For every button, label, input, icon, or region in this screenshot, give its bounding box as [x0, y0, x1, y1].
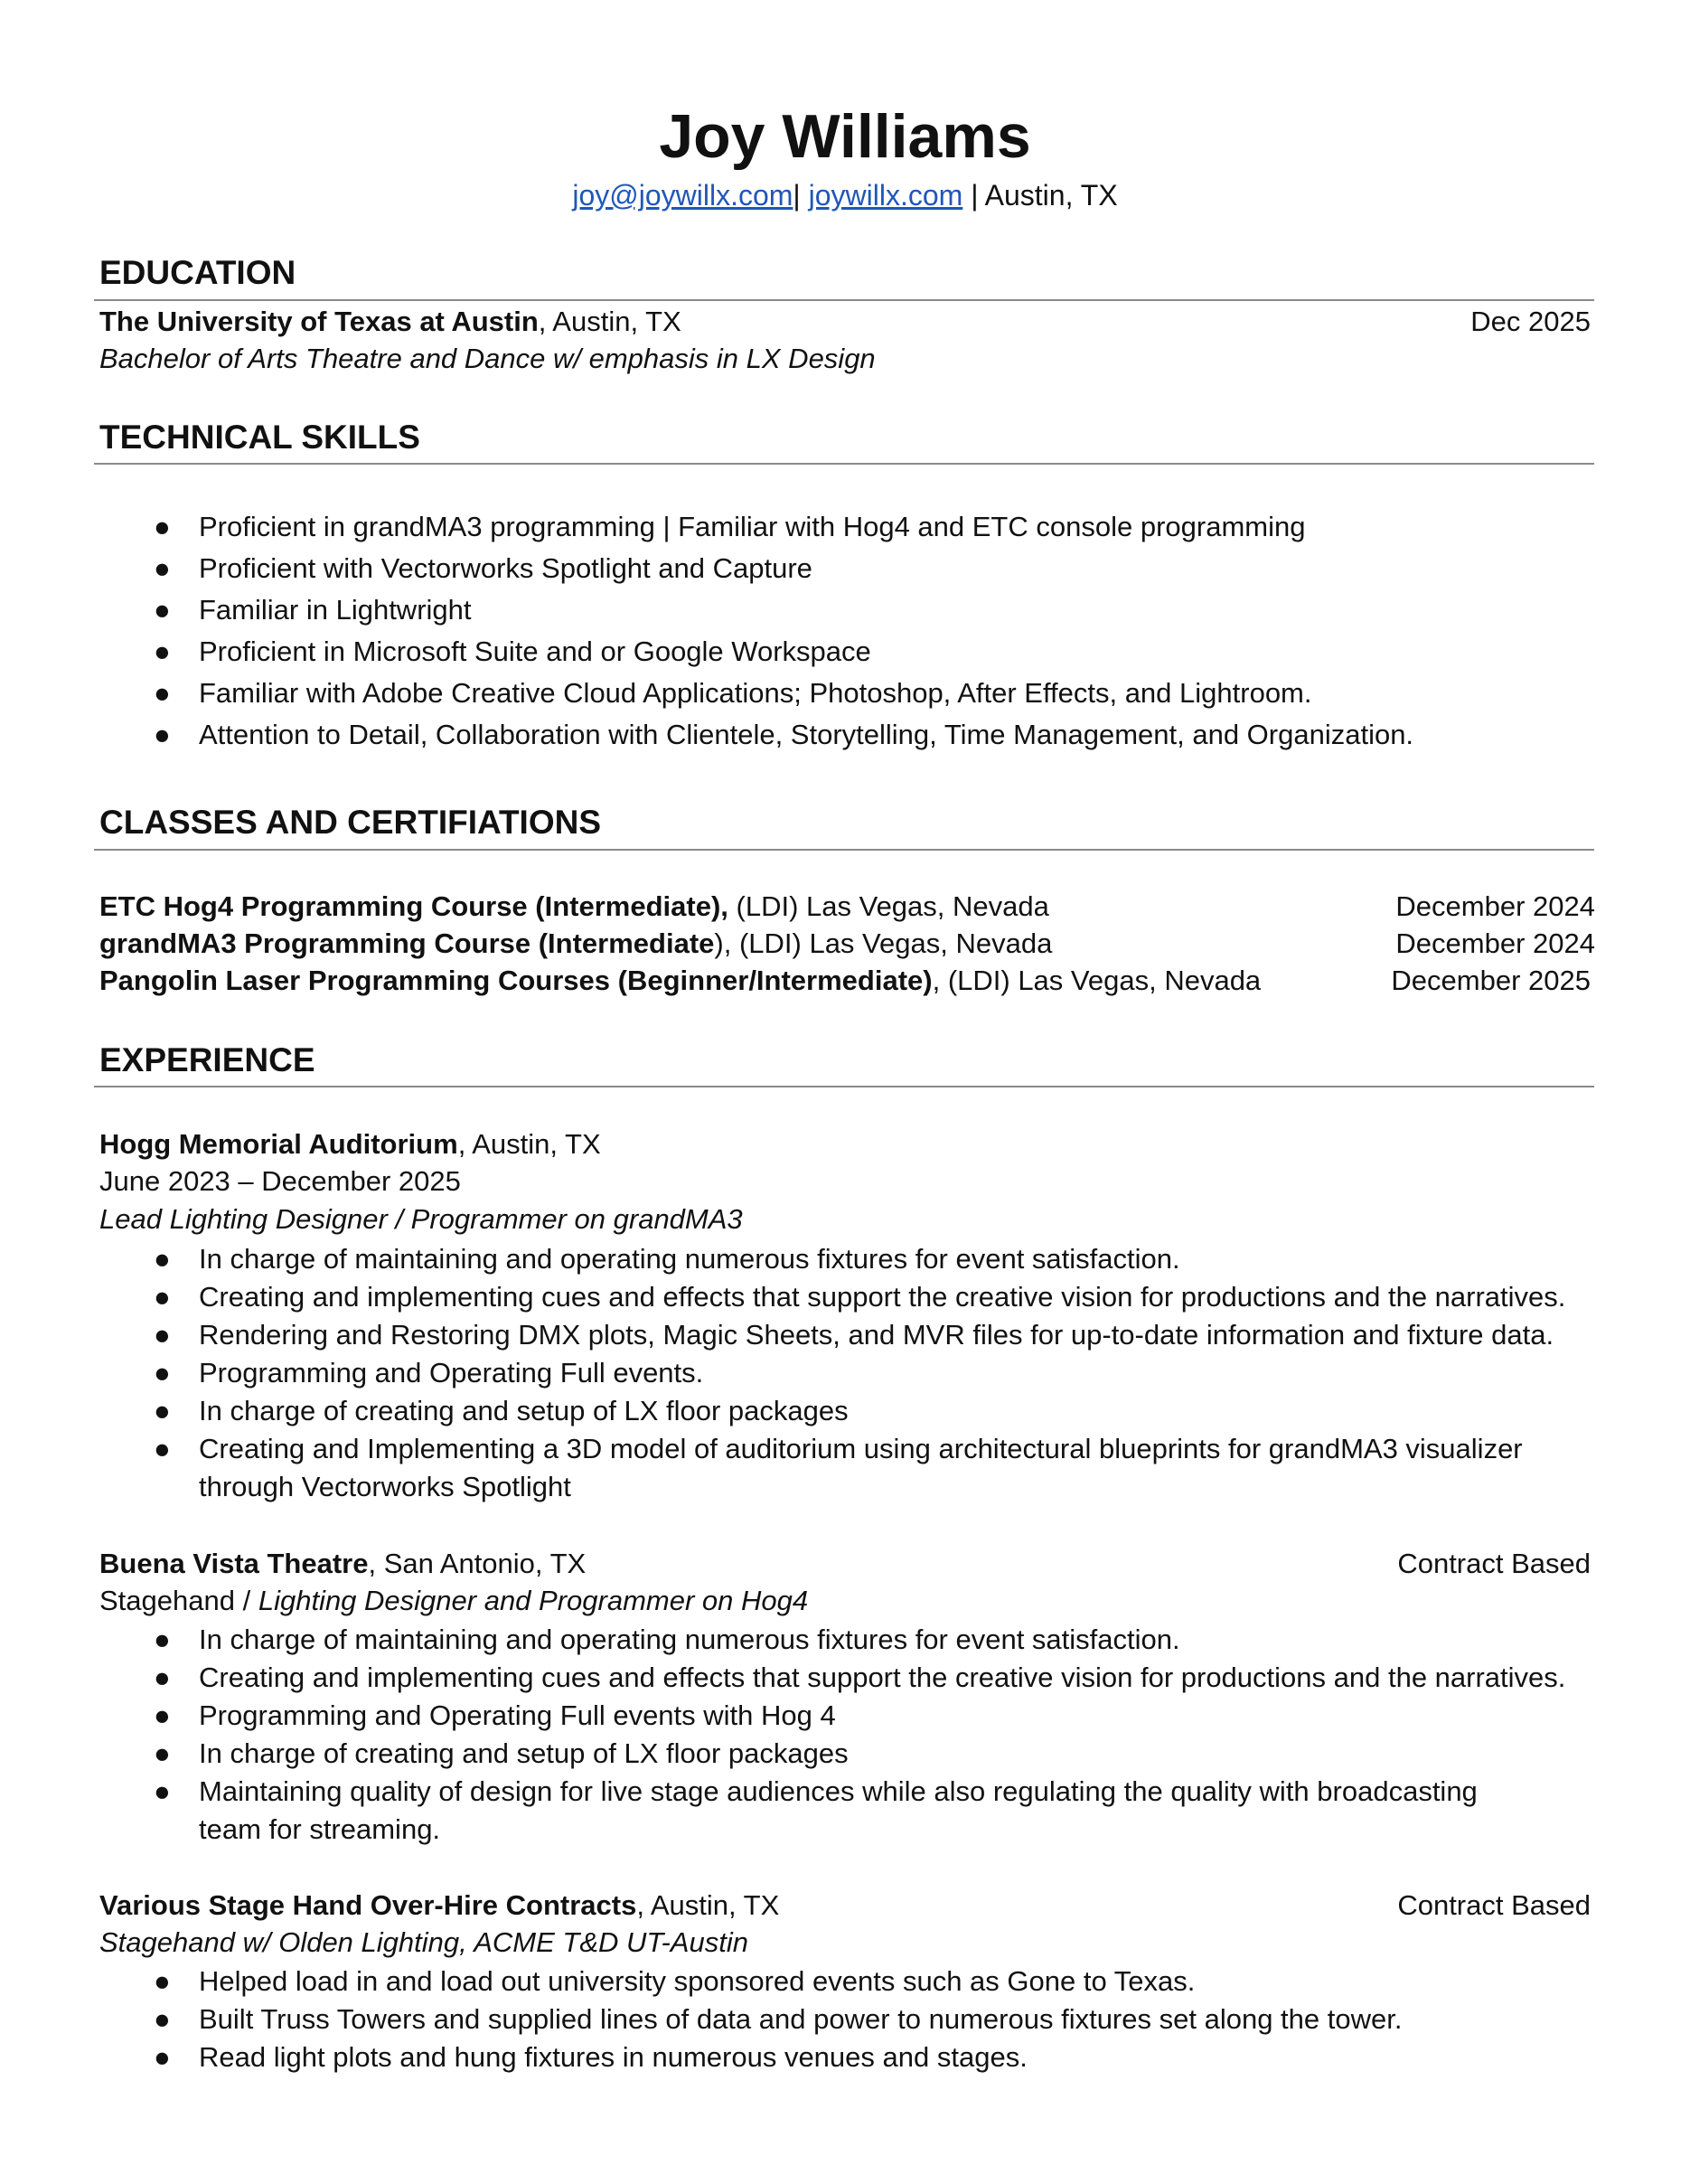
contact-separator: |	[971, 179, 979, 212]
bullet-icon: ●	[154, 1737, 171, 1769]
education-date: Dec 2025	[1470, 306, 1591, 337]
classes-heading: CLASSES AND CERTIFIATIONS	[99, 804, 602, 841]
list-item: ● In charge of maintaining and operating numerous fixtures for event satisfaction.	[99, 1240, 1600, 1278]
course-date: December 2024	[1395, 927, 1595, 959]
list-item: ● Rendering and Restoring DMX plots, Magic Sheets, and MVR files for up-to-date information and fixture data.	[99, 1316, 1600, 1354]
job-bullets	[99, 1963, 1600, 2076]
course-detail: (LDI) Las Vegas, Nevada	[728, 890, 1049, 922]
course-date: December 2024	[1395, 890, 1595, 922]
list-item: ● Built Truss Towers and supplied lines of data and power to numerous fixtures set along the tower.	[99, 2000, 1600, 2038]
job-role: Stagehand / Lighting Designer and Programmer on Hog4	[99, 1585, 809, 1616]
bullet-icon: ●	[154, 1624, 171, 1655]
job-org-line	[99, 1546, 586, 1582]
list-item: ● In charge of creating and setup of LX floor packages	[99, 1392, 1600, 1430]
list-item: ● Creating and implementing cues and effects that support the creative vision for productions and the narratives.	[99, 1659, 1600, 1697]
bullet-icon: ●	[154, 1699, 171, 1731]
job-role: Stagehand w/ Olden Lighting, ACME T&D UT-Austin	[99, 1926, 748, 1958]
list-item: ● Proficient in Microsoft Suite and or Google Workspace	[99, 634, 1600, 675]
section-divider	[94, 463, 1594, 465]
list-item: ● Programming and Operating Full events with Hog 4	[99, 1697, 1600, 1735]
bullet-icon: ●	[154, 1281, 171, 1313]
job-location: , Austin, TX	[457, 1128, 601, 1160]
class-row	[99, 963, 1261, 999]
job-org-line	[99, 1126, 601, 1163]
bullet-icon: ●	[154, 719, 171, 750]
bullet-icon: ●	[154, 1357, 171, 1389]
contact-location: Austin, TX	[984, 179, 1118, 212]
bullet-icon: ●	[154, 1395, 171, 1426]
bullet-icon: ●	[154, 1243, 171, 1275]
skills-heading: TECHNICAL SKILLS	[99, 419, 420, 456]
job-location: , Austin, TX	[636, 1889, 780, 1921]
experience-heading: EXPERIENCE	[99, 1041, 315, 1078]
job-org: Various Stage Hand Over-Hire Contracts	[99, 1889, 637, 1921]
list-item: ● Read light plots and hung fixtures in numerous venues and stages.	[99, 2038, 1600, 2076]
job-term: Contract Based	[1397, 1889, 1591, 1921]
course-name: grandMA3 Programming Course (Intermediate	[99, 927, 715, 959]
bullet-icon: ●	[154, 1965, 171, 1997]
bullet-icon: ●	[154, 1775, 171, 1807]
job-org: Hogg Memorial Auditorium	[99, 1128, 458, 1160]
job-bullets	[99, 1621, 1600, 1849]
bullet-icon: ●	[154, 635, 171, 667]
bullet-icon: ●	[154, 594, 171, 626]
list-item: ● Creating and Implementing a 3D model of auditorium using architectural blueprints for grandMA3 visualizer through Vectorworks Spotlight	[99, 1430, 1600, 1506]
degree: Bachelor of Arts Theatre and Dance w/ emphasis in LX Design	[99, 343, 876, 374]
school-location: , Austin, TX	[538, 306, 681, 337]
class-row	[99, 889, 1049, 925]
contact-separator: |	[793, 179, 801, 212]
education-heading: EDUCATION	[99, 254, 296, 291]
education-school-line	[99, 304, 681, 340]
course-detail: , (LDI) Las Vegas, Nevada	[932, 965, 1262, 996]
job-org: Buena Vista Theatre	[99, 1548, 369, 1579]
bullet-icon: ●	[154, 677, 171, 709]
course-name: Pangolin Laser Programming Courses (Beginner/Intermediate)	[99, 965, 933, 996]
list-item: ● Creating and implementing cues and effects that support the creative vision for productions and the narratives.	[99, 1278, 1600, 1316]
list-item: ● Helped load in and load out university sponsored events such as Gone to Texas.	[99, 1963, 1600, 2000]
bullet-icon: ●	[154, 1662, 171, 1693]
course-date: December 2025	[1391, 965, 1591, 996]
course-detail: ), (LDI) Las Vegas, Nevada	[714, 927, 1053, 959]
list-item: ● Proficient with Vectorworks Spotlight and Capture	[99, 551, 1600, 592]
list-item: ● Proficient in grandMA3 programming | Familiar with Hog4 and ETC console programming	[99, 509, 1600, 551]
bullet-icon: ●	[154, 2041, 171, 2073]
class-row	[99, 926, 1052, 962]
candidate-name: Joy Williams	[659, 102, 1031, 171]
section-divider	[94, 1086, 1594, 1087]
bullet-icon: ●	[154, 2003, 171, 2035]
section-divider	[94, 849, 1594, 851]
course-name: ETC Hog4 Programming Course (Intermediate),	[99, 890, 728, 922]
contact-line	[0, 177, 1690, 213]
bullet-icon: ●	[154, 511, 171, 542]
list-item: ● In charge of maintaining and operating numerous fixtures for event satisfaction.	[99, 1621, 1600, 1659]
bullet-icon: ●	[154, 552, 171, 584]
list-item: ● Maintaining quality of design for live stage audiences while also regulating the quality with broadcasting team for streaming.	[99, 1773, 1600, 1849]
job-bullets	[99, 1240, 1600, 1506]
job-location: , San Antonio, TX	[368, 1548, 587, 1579]
list-item: ● In charge of creating and setup of LX floor packages	[99, 1735, 1600, 1773]
email-link[interactable]: joy@joywillx.com	[572, 179, 793, 212]
job-role: Lead Lighting Designer / Programmer on grandMA3	[99, 1203, 743, 1235]
list-item: ● Familiar in Lightwright	[99, 592, 1600, 634]
school-name: The University of Texas at Austin	[99, 306, 539, 337]
website-link[interactable]: joywillx.com	[808, 179, 963, 212]
job-term: Contract Based	[1397, 1548, 1591, 1579]
section-divider	[94, 299, 1594, 301]
bullet-icon: ●	[154, 1319, 171, 1351]
list-item: ● Familiar with Adobe Creative Cloud Applications; Photoshop, After Effects, and Lightroom.	[99, 675, 1600, 717]
list-item: ● Attention to Detail, Collaboration with Clientele, Storytelling, Time Management, and Organization.	[99, 717, 1600, 758]
list-item: ● Programming and Operating Full events.	[99, 1354, 1600, 1392]
skills-list	[99, 509, 1600, 758]
job-dates: June 2023 – December 2025	[99, 1165, 461, 1197]
bullet-icon: ●	[154, 1433, 171, 1464]
job-org-line	[99, 1887, 779, 1924]
